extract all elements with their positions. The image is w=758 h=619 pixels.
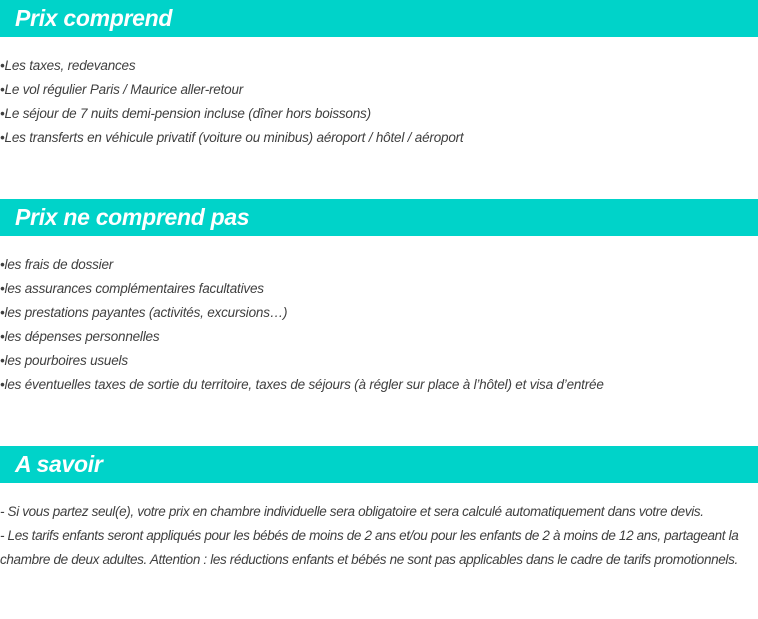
list-item: • les prestations payantes (activités, excursions…) [0, 301, 604, 325]
excluded-list [0, 253, 604, 397]
section-title: Prix comprend [15, 5, 173, 31]
section-title: Prix ne comprend pas [15, 204, 250, 230]
paragraph: - Si vous partez seul(e), votre prix en chambre individuelle sera obligatoire et sera calculé automatiquement dans votre devis. [0, 504, 704, 519]
section-header-prix-comprend [0, 0, 758, 37]
a-savoir-text [0, 500, 752, 572]
section-title: A savoir [15, 451, 103, 477]
list-item: • les assurances complémentaires facultatives [0, 277, 604, 301]
list-item: • Le séjour de 7 nuits demi-pension incluse (dîner hors boissons) [0, 102, 463, 126]
list-item: • Le vol régulier Paris / Maurice aller-retour [0, 78, 463, 102]
list-item: • les pourboires usuels [0, 349, 604, 373]
section-header-prix-ne-comprend-pas [0, 199, 758, 236]
section-header-a-savoir [0, 446, 758, 483]
list-item: • Les taxes, redevances [0, 54, 463, 78]
list-item: • les frais de dossier [0, 253, 604, 277]
list-item: • les dépenses personnelles [0, 325, 604, 349]
included-list [0, 54, 463, 150]
paragraph: - Les tarifs enfants seront appliqués pour les bébés de moins de 2 ans et/ou pour les enfants de 2 à moins de 12 ans, partageant la chambre de deux adultes. Attention : les réductions enfants et bébés ne sont pas applicables dans le cadre de tarifs promotionnels. [0, 528, 739, 567]
list-item: • les éventuelles taxes de sortie du territoire, taxes de séjours (à régler sur place à l’hôtel) et visa d’entrée [0, 373, 604, 397]
list-item: • Les transferts en véhicule privatif (voiture ou minibus) aéroport / hôtel / aéroport [0, 126, 463, 150]
